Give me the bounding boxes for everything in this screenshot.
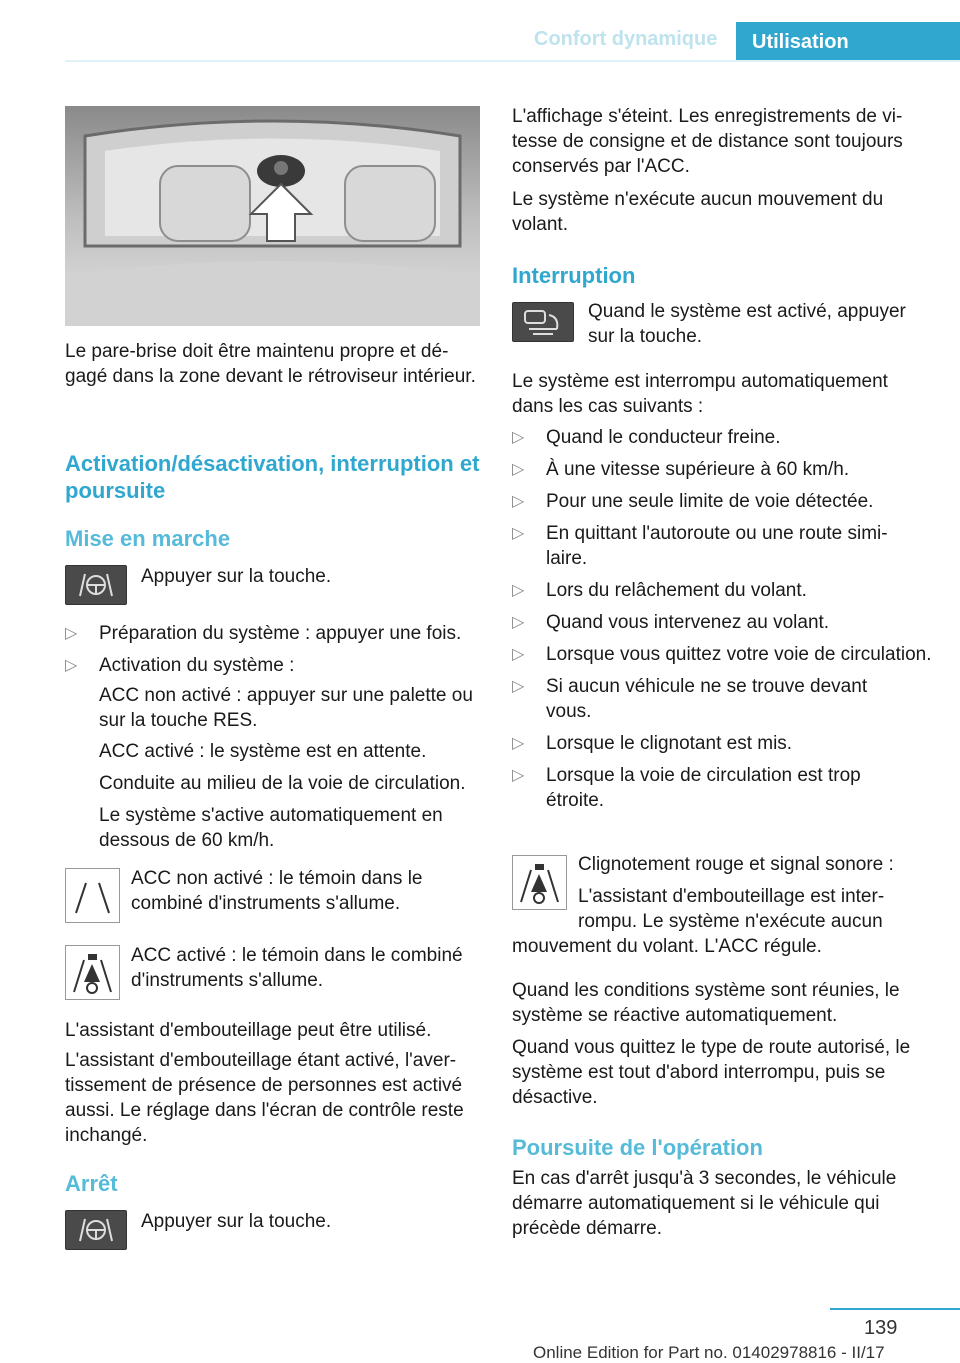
- press-button-2: Appuyer sur la touche.: [141, 1211, 332, 1232]
- triangle-right-icon: ▷: [512, 582, 525, 599]
- continue-text: En cas d'arrêt jusqu'à 3 secondes, le véhicule démarre automatiquement si le véhicule qui précède démarre.: [512, 1168, 897, 1239]
- triangle-right-icon: ▷: [65, 625, 78, 642]
- display-off-text: L'affichage s'éteint. Les enregistrements de vitesse de consigne et de distance sont toujours conservés par l'ACC.: [512, 106, 903, 177]
- acc-off-lamp-text: ACC non activé : le témoin dans le combiné d'instruments s'allume.: [131, 868, 423, 914]
- interrupt-cases-list: [512, 425, 932, 813]
- list-item: ▷ À une vitesse supérieure à 60 km/h.: [512, 459, 850, 480]
- cruise-distance-button-icon: [512, 302, 574, 342]
- press-button-1: Appuyer sur la touche.: [141, 566, 332, 587]
- heading-activation: Activation/désactivation, interruption et poursuite: [65, 451, 480, 503]
- list-item: ▷ Préparation du système : appuyer une fois.: [65, 623, 462, 644]
- list-item: ▷ Lorsque vous quittez votre voie de circulation.: [512, 644, 932, 665]
- list-item: ▷ Lors du relâchement du volant.: [512, 580, 807, 601]
- warning-text: L'assistant d'embouteillage étant activé, l'avertissement de présence de personnes est activé aussi. Le réglage dans l'écran de contrôle reste inchangé.: [65, 1050, 464, 1146]
- acc-on-lamp-text: ACC activé : le témoin dans le combiné d'instruments s'allume.: [131, 945, 463, 991]
- auto-interrupt-text: Le système est interrompu automatiquement dans les cas suivants :: [512, 371, 888, 417]
- triangle-right-icon: ▷: [512, 461, 525, 478]
- leave-road-text: Quand vous quittez le type de route autorisé, le système est tout d'abord interrompu, puis se désactive.: [512, 1037, 911, 1108]
- list-item: ▷ Activation du système :: [65, 655, 295, 676]
- header-tab-utilisation[interactable]: Utilisation: [736, 22, 960, 62]
- no-steering-text: Le système n'exécute aucun mouvement du volant.: [512, 189, 884, 235]
- heading-arret: Arrêt: [65, 1171, 118, 1196]
- header-section-title: Confort dynamique: [534, 28, 718, 50]
- list-item: ▷ Pour une seule limite de voie détectée.: [512, 491, 874, 512]
- triangle-right-icon: ▷: [512, 735, 525, 752]
- triangle-right-icon: ▷: [512, 767, 525, 784]
- edition-footer: Online Edition for Part no. 01402978816 - II/17: [533, 1343, 885, 1362]
- list-item: ▷ En quittant l'autoroute ou une route similaire.: [512, 523, 888, 569]
- windshield-photo: [65, 106, 480, 326]
- sub-item-2: ACC activé : le système est en attente.: [99, 741, 427, 762]
- heading-poursuite: Poursuite de l'opération: [512, 1135, 763, 1160]
- triangle-right-icon: ▷: [512, 429, 525, 446]
- list-item: ▷ Quand vous intervenez au volant.: [512, 612, 830, 633]
- heading-interruption: Interruption: [512, 263, 636, 288]
- triangle-right-icon: ▷: [512, 525, 525, 542]
- interrupt-press-text: Quand le système est activé, appuyer sur la touche.: [588, 301, 906, 347]
- list-item: ▷ Quand le conducteur freine.: [512, 427, 781, 448]
- list-item: ▷ Lorsque le clignotant est mis.: [512, 733, 793, 754]
- assist-button-icon: [65, 1210, 127, 1250]
- footer-divider: [830, 1308, 960, 1310]
- heading-mise-en-marche: Mise en marche: [65, 526, 231, 551]
- header-divider: [65, 60, 960, 62]
- sub-item-1: ACC non activé : appuyer sur une palette ou sur la touche RES.: [99, 685, 473, 731]
- triangle-right-icon: ▷: [512, 678, 525, 695]
- page-header: [0, 0, 960, 62]
- interrupted-text-1: L'assistant d'embouteillage est interrompu. Le système n'exécute aucun: [578, 886, 885, 932]
- list-item: ▷ Lorsque la voie de circulation est trop étroite.: [512, 765, 861, 811]
- lane-lines-off-icon: [65, 868, 120, 923]
- red-flash-text: Clignotement rouge et signal sonore :: [578, 854, 894, 875]
- windshield-text: Le pare-brise doit être maintenu propre et dégagé dans la zone devant le rétroviseur intérieur.: [65, 341, 476, 387]
- sub-item-4: Le système s'active automatiquement en dessous de 60 km/h.: [99, 805, 443, 851]
- page-number: 139: [864, 1317, 898, 1339]
- assist-button-icon: [65, 565, 127, 605]
- list-item: ▷ Si aucun véhicule ne se trouve devant vous.: [512, 676, 868, 722]
- activation-list: [65, 621, 481, 678]
- reactivate-text: Quand les conditions système sont réunies, le système se réactive automatiquement.: [512, 980, 900, 1026]
- triangle-right-icon: ▷: [512, 646, 525, 663]
- usable-text: L'assistant d'embouteillage peut être utilisé.: [65, 1020, 432, 1041]
- interrupted-text-2: mouvement du volant. L'ACC régule.: [512, 936, 822, 957]
- triangle-right-icon: ▷: [512, 493, 525, 510]
- steering-assist-warning-icon: [512, 855, 567, 910]
- triangle-right-icon: ▷: [512, 614, 525, 631]
- triangle-right-icon: ▷: [65, 657, 78, 674]
- sub-item-3: Conduite au milieu de la voie de circulation.: [99, 773, 466, 794]
- steering-assist-on-icon: [65, 945, 120, 1000]
